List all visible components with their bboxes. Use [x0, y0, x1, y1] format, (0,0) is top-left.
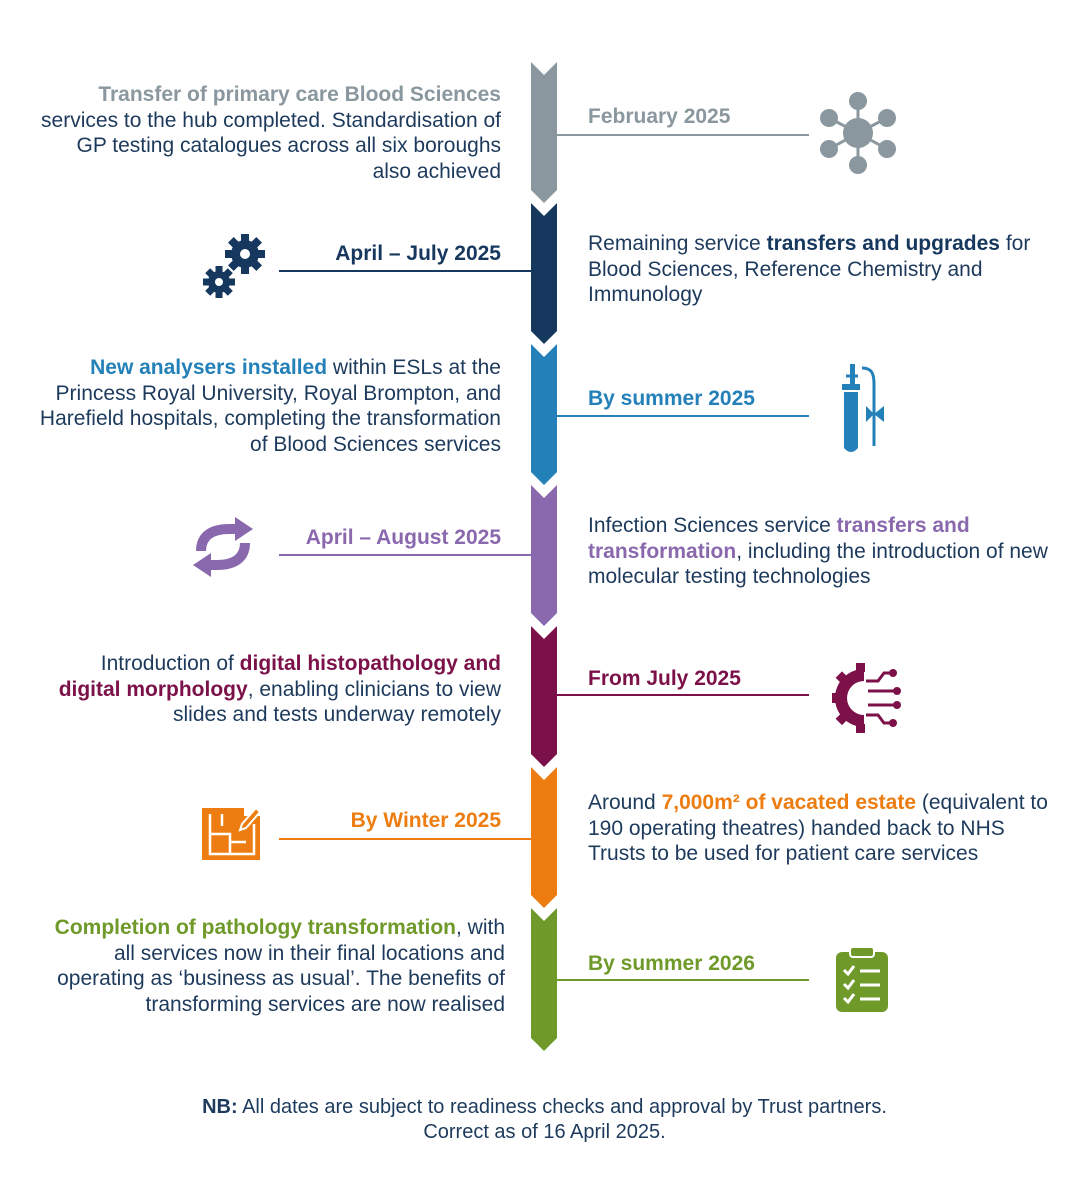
milestone-5-date: From July 2025: [588, 667, 741, 690]
footnote: [0, 1095, 1089, 1145]
footnote-label: NB:: [202, 1096, 238, 1118]
milestone-2-description: [588, 231, 1058, 308]
spine-segment-2: [531, 203, 557, 344]
milestone-4-date: April – August 2025: [305, 526, 501, 549]
highlight-text: New analysers installed: [90, 356, 328, 379]
connector-rule-3: [557, 415, 809, 417]
test-tube-icon: [838, 362, 888, 458]
milestone-6-date: By Winter 2025: [350, 809, 501, 832]
spine-segment-7: [531, 908, 557, 1051]
clipboard-checklist-icon: [834, 946, 890, 1014]
connector-rule-6: [279, 838, 531, 840]
description-text: Around: [588, 791, 662, 814]
milestone-3-description: [30, 355, 501, 457]
spine-segment-6: [531, 767, 557, 908]
network-hub-icon: [818, 93, 898, 173]
connector-rule-1: [557, 134, 809, 136]
highlight-text: transfers and upgrades: [766, 232, 1000, 255]
description-text: Infection Sciences service: [588, 514, 837, 537]
floor-plan-icon: [202, 802, 262, 862]
description-text: Introduction of: [100, 652, 240, 675]
milestone-3-date: By summer 2025: [588, 387, 755, 410]
highlight-text: digital histopathology and digital morphology: [58, 652, 501, 701]
description-text: for Blood Sciences, Reference Chemistry and Immunology: [588, 232, 1031, 306]
description-text: , with all services now in their final locations and operating as ‘business as usual’. The benefits of transforming services are now realised: [57, 916, 505, 1016]
spine-segment-1: [531, 62, 557, 203]
milestone-5-description: [40, 651, 501, 728]
connector-rule-4: [279, 554, 531, 556]
connector-rule-5: [557, 694, 809, 696]
milestone-7-date: By summer 2026: [588, 952, 755, 975]
milestone-6-description: [588, 790, 1058, 867]
description-text: , including the introduction of new molecular testing technologies: [588, 539, 1048, 588]
description-text: within ESLs at the Princess Royal University, Royal Brompton, and Harefield hospitals, completing the transformation of Blood Sciences services: [39, 356, 501, 456]
digital-gear-icon: [830, 661, 904, 735]
transfer-arrows-icon: [189, 517, 257, 577]
highlight-text: Transfer of primary care Blood Sciences: [98, 83, 501, 106]
footnote-line-1: [0, 1095, 1089, 1120]
description-text: , enabling clinicians to view slides and tests underway remotely: [173, 677, 501, 726]
milestone-7-description: [40, 915, 505, 1017]
description-text: services to the hub completed. Standardisation of GP testing catalogues across all six boroughs also achieved: [41, 108, 501, 183]
spine-segment-3: [531, 344, 557, 485]
milestone-1-date: February 2025: [588, 105, 731, 128]
gears-icon: [199, 232, 271, 302]
footnote-line-2: Correct as of 16 April 2025.: [423, 1121, 666, 1143]
description-text: (equivalent to 190 operating theatres) handed back to NHS Trusts to be used for patient care services: [588, 791, 1048, 865]
milestone-1-description: [40, 82, 501, 184]
spine-segment-4: [531, 485, 557, 626]
footnote-text: All dates are subject to readiness checks and approval by Trust partners.: [237, 1096, 887, 1118]
connector-rule-2: [279, 270, 531, 272]
connector-rule-7: [557, 979, 809, 981]
description-text: Remaining service: [588, 232, 767, 255]
highlight-text: 7,000m² of vacated estate: [661, 791, 917, 814]
highlight-text: transfers and transformation: [588, 514, 970, 563]
milestone-4-description: [588, 513, 1058, 590]
spine-segment-5: [531, 626, 557, 767]
milestone-2-date: April – July 2025: [335, 242, 501, 265]
highlight-text: Completion of pathology transformation: [54, 916, 456, 939]
